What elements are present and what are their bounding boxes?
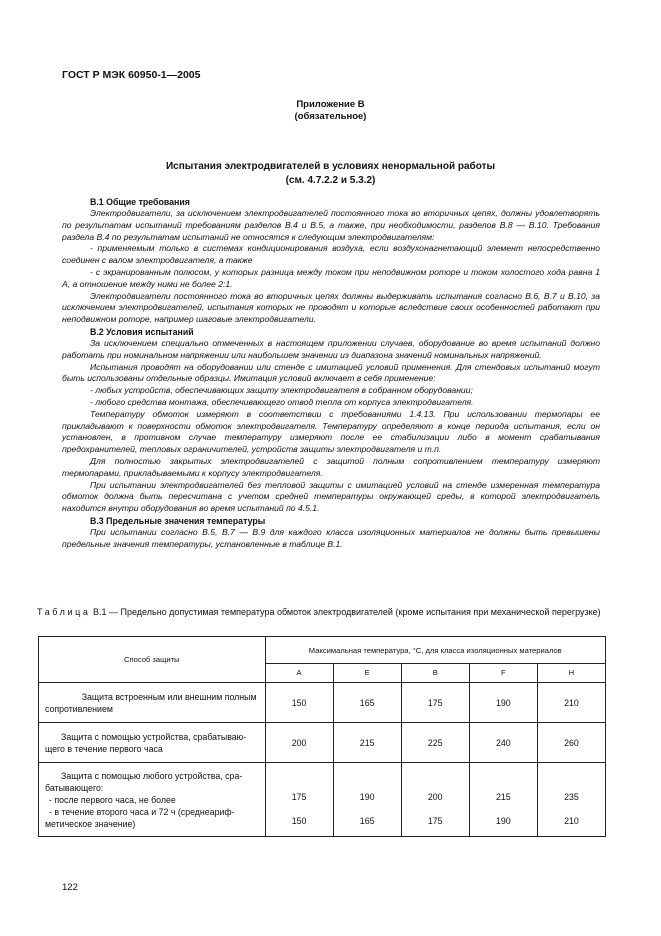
method-line: Защита с помощью любого устройства, сра-: [61, 770, 243, 781]
method-line: Защита встроенным или внешним полным: [81, 691, 257, 702]
header-class-h: Н: [537, 664, 605, 683]
table-row: [39, 683, 606, 723]
paragraph: Испытания проводят на оборудовании или стенде с имитацией условий применения. Для стендовых испытаний могут быть использованы отдельные образцы. Имитация условий включает в себя применение:: [62, 361, 600, 384]
header-class-b: В: [401, 664, 469, 683]
section-heading: В.2 Условия испытаний: [90, 326, 194, 337]
annex-label: Приложение В: [296, 99, 365, 110]
table-header-row: [39, 637, 606, 664]
value-cell-class-e: [333, 763, 401, 837]
value-after-first-hour: 175: [291, 791, 307, 802]
value-class-a: 150: [265, 683, 333, 723]
paragraph: - применяемым только в системах кондиционирования воздуха, если воздухонагнетающий элемент непосредственно соединен с валом электродвигателя, а также: [62, 243, 600, 266]
header-protection-method: Способ защиты: [39, 637, 266, 683]
value-class-f: 190: [469, 683, 537, 723]
value-class-e: 215: [333, 723, 401, 763]
method-line: - после первого часа, не более: [49, 794, 176, 805]
value-cell-class-f: [469, 763, 537, 837]
value-second-hour-to-72h: 150: [291, 815, 307, 826]
table-caption-text: В.1 — Предельно допустимая температура обмоток электродвигателей (кроме испытания при механической перегрузке): [90, 607, 601, 617]
paragraph: - любых устройств, обеспечивающих защиту электродвигателя в собранном оборудовании;: [90, 385, 473, 396]
table-caption: [37, 606, 617, 619]
value-cell-class-a: [265, 763, 333, 837]
page-number: 122: [62, 882, 78, 893]
paragraph: Температуру обмоток измеряют в соответствии с требованиями 1.4.13. При использовании термопары ее прикладывают к поверхности обмоток электродвигателя. Температуру определяют в конце периода испытания, если он установлен, в противном случае температуру измеряют после ее стабилизации либо в момент срабатывания предохранителей, тепловых ограничителей, устройств защиты электродвигателя и т.п.: [62, 408, 600, 455]
paragraph: - с экранированным полюсом, у которых разница между током при неподвижном роторе и током холостого хода равна 1 А, а отношение между ними не более 2:1.: [62, 266, 600, 289]
value-after-first-hour: 235: [564, 791, 579, 802]
protection-method-cell: [39, 763, 266, 837]
paragraph: - любого средства монтажа, обеспечивающего отвод тепла от корпуса электродвигателя.: [90, 396, 474, 407]
value-class-h: 260: [537, 723, 605, 763]
temperature-limits-table: [38, 636, 606, 837]
paragraph: При испытании согласно В.5, В.7 — В.9 для каждого класса изоляционных материалов не должны быть превышены предельные значения температуры, установленные в таблице В.1.: [62, 526, 600, 549]
method-line: щего в течение первого часа: [45, 743, 163, 754]
value-second-hour-to-72h: 165: [359, 815, 375, 826]
section-heading: В.3 Предельные значения температуры: [90, 515, 266, 526]
table-row: [39, 723, 606, 763]
value-second-hour-to-72h: 210: [564, 815, 579, 826]
protection-method-cell: [39, 723, 266, 763]
method-line: сопротивлением: [45, 703, 113, 714]
annex-status: (обязательное): [294, 111, 367, 122]
value-class-e: 165: [333, 683, 401, 723]
value-class-a: 200: [265, 723, 333, 763]
value-second-hour-to-72h: 175: [427, 815, 443, 826]
value-after-first-hour: 200: [427, 791, 443, 802]
paragraph: Для полностью закрытых электродвигателей с защитой полным сопротивлением температуру измеряют термопарами, прикладываемыми к корпусу электродвигателя.: [62, 455, 600, 478]
header-class-a: А: [265, 664, 333, 683]
protection-method-cell: [39, 683, 266, 723]
header-class-f: F: [469, 664, 537, 683]
annex-heading: [0, 99, 661, 123]
value-cell-class-b: [401, 763, 469, 837]
value-class-b: 225: [401, 723, 469, 763]
value-cell-class-h: [537, 763, 605, 837]
paragraph: Электродвигатели постоянного тока во вторичных цепях должны выдерживать испытания согласно В.6, В.7 и В.10, за исключением электродвигателей, испытания которых не проводят и которые вследствие своих особенностей работают при неподвижном роторе, например шаговые электродвигатели.: [62, 290, 600, 325]
value-after-first-hour: 215: [495, 791, 511, 802]
annex-title: [0, 160, 661, 188]
header-max-temperature: Максимальная температура, °С, для класса изоляционных материалов: [265, 637, 605, 664]
paragraph: При испытании электродвигателей без тепловой защиты с имитацией условий на стенде измеренная температура обмоток должна быть пересчитана с учетом средней температуры окружающей среды, в которой электродвигатель находится внутри оборудования во время испытаний по 4.5.1.: [62, 479, 600, 514]
value-after-first-hour: 190: [359, 791, 375, 802]
annex-title-line1: Испытания электродвигателей в условиях ненормальной работы: [165, 161, 496, 172]
value-class-b: 175: [401, 683, 469, 723]
document-header: ГОСТ Р МЭК 60950-1—2005: [62, 69, 201, 81]
table-caption-prefix: Таблица: [37, 607, 91, 617]
method-line: батывающего:: [45, 782, 104, 793]
method-line: Защита с помощью устройства, срабатываю-: [61, 731, 247, 742]
header-class-e: Е: [333, 664, 401, 683]
section-heading: В.1 Общие требования: [90, 197, 190, 207]
annex-title-line2: (см. 4.7.2.2 и 5.3.2): [285, 175, 376, 186]
value-second-hour-to-72h: 190: [495, 815, 511, 826]
table-row: [39, 763, 606, 837]
paragraph: Электродвигатели, за исключением электродвигателей постоянного тока во вторичных цепях, должны удовлетворять по результатам испытаний требованиям разделов В.4 и В.5, а также, при необходимости, разделов В.8 — В.10. Требования раздела В.4 по результатам испытаний не относятся к следующим электродвигателям:: [62, 208, 600, 242]
body-text: [62, 196, 600, 551]
method-line: - в течение второго часа и 72 ч (среднеариф-: [49, 806, 235, 817]
paragraph: За исключением специально отмеченных в настоящем приложении случаев, оборудование во время испытаний должно работать при номинальном напряжении или наибольшем значении из диапазона значений номинальных напряжений.: [62, 337, 600, 360]
value-class-f: 240: [469, 723, 537, 763]
method-line: метическое значение): [45, 818, 136, 829]
value-class-h: 210: [537, 683, 605, 723]
